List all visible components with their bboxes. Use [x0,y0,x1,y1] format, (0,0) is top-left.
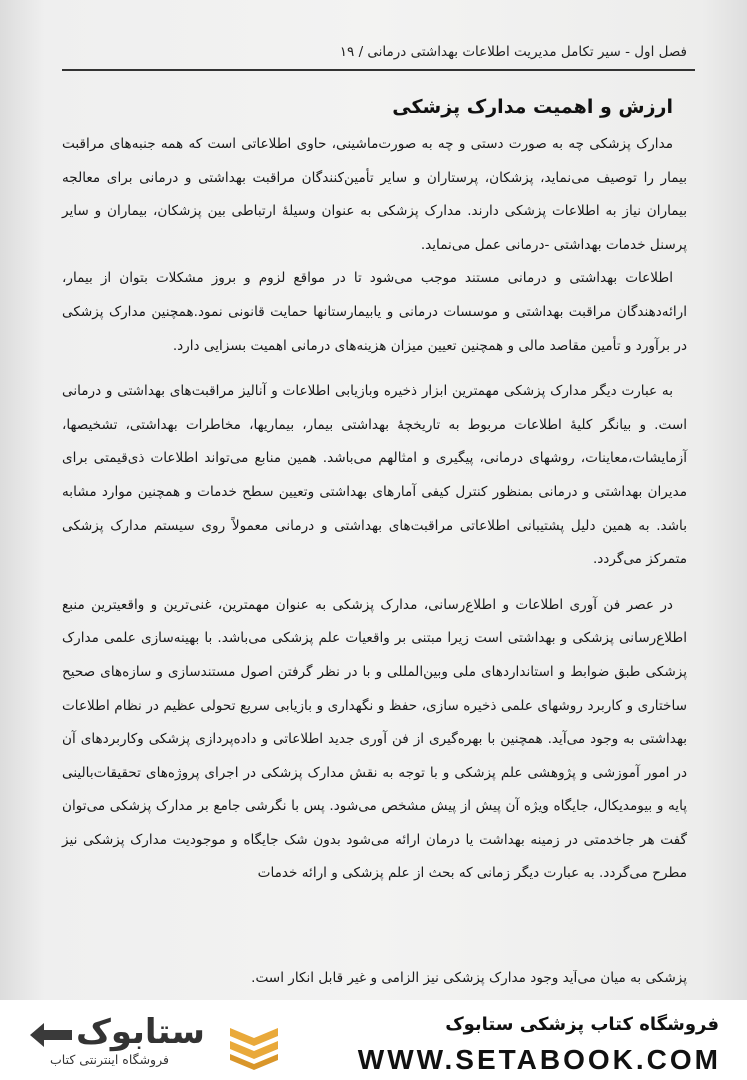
partial-last-line: پزشکی به میان می‌آید وجود مدارک پزشکی نیز الزامی و غیر قابل انکار است. [251,970,687,986]
header-rule [62,69,695,71]
store-name: فروشگاه کتاب پزشکی ستابوک [445,1014,719,1035]
paragraph: مدارک پزشکی چه به صورت دستی و چه به صورت‌ماشینی، حاوی اطلاعاتی است که همه جنبه‌های مراقبت بیمار را توصیف می‌نماید، پزشکان، پرستاران و سایر تأمین‌کنندگان مراقبت بهداشتی و درمانی برای معالجه بیماران نیاز به اطلاعات پزشکی دارند. مدارک پزشکی به عنوان وسیلهٔ ارتباطی بین پزشکان، بیماران و سایر پرسنل خدمات بهداشتی -درمانی عمل می‌نماید. [62,136,687,253]
store-url[interactable]: WWW.SETABOOK.COM [357,1044,721,1075]
section-title: ارزش و اهمیت مدارک پزشکی [392,96,673,118]
paragraph: در عصر فن آوری اطلاعات و اطلاع‌رسانی، مدارک پزشکی به عنوان مهمترین، غنی‌ترین و واقعیترین منبع اطلاع‌رسانی پزشکی و بهداشتی است زیرا مبتنی بر واقعیات علم پزشکی می‌باشد. با بهینه‌سازی علمی مدارک پزشکی طبق ضوابط و استانداردهای ملی وبین‌المللی و با در نظر گرفتن اصول مستندسازی و سازه‌های صحیح ساختاری و کاربرد روشهای علمی ذخیره سازی، حفظ و نگهداری و بازیابی سریع تحولی عظیم در نظام اطلاعات بهداشتی به وجود می‌آید. همچنین با بهره‌گیری از فن آوری جدید اطلاعاتی و داده‌پردازی پزشکی وکاربردهای آن در امور آموزشی و پژوهشی علم پزشکی و با توجه به نقش مدارک پزشکی در اجرای پروژه‌های تحقیقات‌بالینی پایه و بیومدیکال، جایگاه ویژه آن پیش از پیش مشخص می‌شود. پس با نگرشی جامع بر مدارک پزشکی می‌توان گفت هر جاخدمتی در زمینه بهداشت یا درمان ارائه می‌شود بدون شک جایگاه و موجودیت مدارک پزشکی نیز مطرح می‌گردد. به عبارت دیگر زمانی که بحث از علم پزشکی و ارائه خدمات [62,596,687,882]
running-head: فصل اول - سیر تکامل مدیریت اطلاعات بهداشتی درمانی / ۱۹ [339,44,687,60]
logo-arrow-icon [28,1020,74,1050]
logo-tagline: فروشگاه اینترنتی کتاب [50,1052,169,1067]
store-logo[interactable] [28,1012,288,1074]
paragraph: به عبارت دیگر مدارک پزشکی مهمترین ابزار ذخیره وبازیابی اطلاعات و آنالیز مراقبت‌های بهداشتی و درمانی است. و بیانگر کلیهٔ اطلاعات مربوط به تاریخچهٔ بهداشتی بیمار، بیماریها، مخاطرات بهداشتی، تشخیصها، آزمایشات،معاینات، روشهای درمانی، پیگیری و امثالهم می‌باشد. همین منابع می‌تواند اطلاعات ذی‌قیمتی برای مدیران بهداشتی و درمانی بمنظور کنترل کیفی آمارهای بهداشتی وتعیین سطح خدمات و همچنین موارد مشابه باشد. به همین دلیل پشتیبانی اطلاعاتی مراقبت‌های بهداشتی و درمانی معمولاً روی سیستم مدارک پزشکی متمرکز می‌گردد. [62,383,687,568]
logo-chevrons-icon [226,1024,282,1070]
paragraph: اطلاعات بهداشتی و درمانی مستند موجب می‌شود تا در مواقع لزوم و بروز مشکلات بتوان از بیمار، ارائه‌دهندگان مراقبت بهداشتی و موسسات درمانی و یابیمارستانها حمایت قانونی نمود.همچنین مدارک پزشکی در برآورد و تأمین مقاصد مالی و همچنین تعیین میزان هزینه‌های درمانی اهمیت بسزایی دارد. [62,270,687,354]
body-text [62,128,687,891]
logo-wordmark: ستابوک [76,1012,205,1052]
store-banner [0,1000,747,1080]
